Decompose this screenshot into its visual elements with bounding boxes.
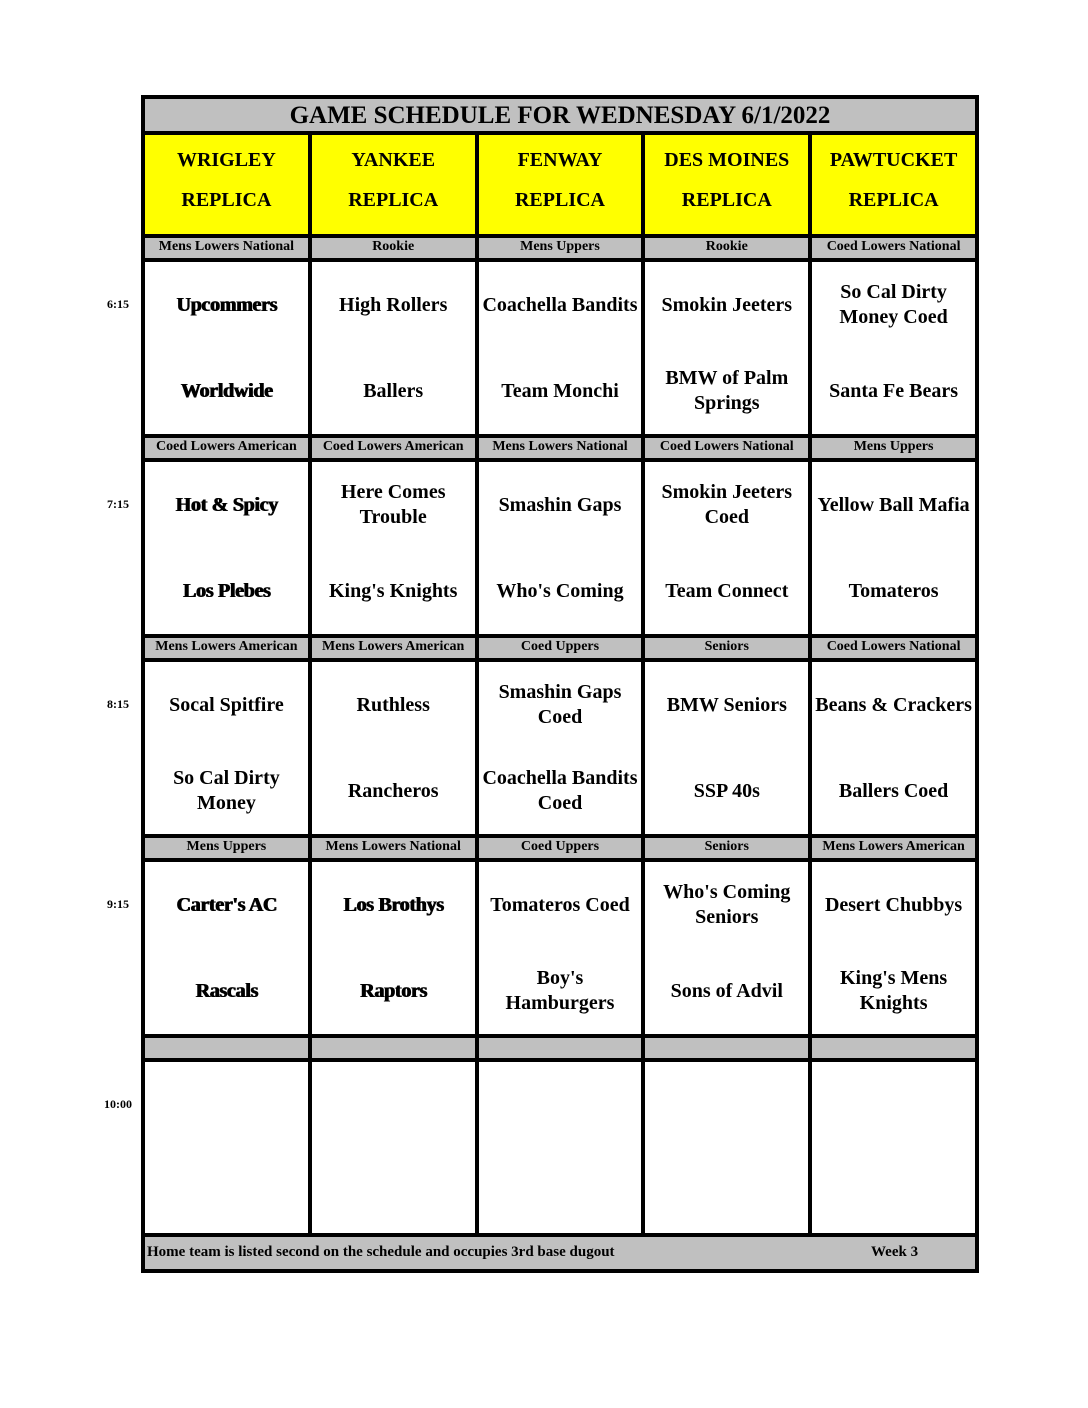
park-name: PAWTUCKET <box>829 149 958 171</box>
division-label <box>479 1038 646 1058</box>
home-team <box>312 1162 475 1220</box>
division-row <box>145 834 975 862</box>
home-team: Ballers <box>363 379 424 402</box>
home-team: Rancheros <box>347 779 439 802</box>
game-cell <box>479 862 646 1034</box>
game-cell <box>145 462 312 634</box>
away-team: Who's Coming Seniors <box>663 881 791 928</box>
game-cell <box>312 862 479 1034</box>
time-label-615: 6:15 <box>107 297 129 311</box>
division-label <box>812 1038 975 1058</box>
park-name: YANKEE <box>351 149 436 171</box>
division-label: Coed Lowers American <box>312 438 479 458</box>
time-label-915: 9:15 <box>107 897 129 911</box>
game-cell <box>812 462 975 634</box>
away-team: Carter's AC <box>176 893 277 916</box>
park-header-fenway <box>479 135 646 234</box>
away-team: Yellow Ball Mafia <box>817 493 970 516</box>
game-cell <box>812 262 975 434</box>
game-cell <box>145 262 312 434</box>
game-cell <box>812 662 975 834</box>
time-label-715: 7:15 <box>107 497 129 511</box>
home-team: Boy's Hamburgers <box>505 967 615 1014</box>
away-team: Smashin Gaps Coed <box>498 681 622 728</box>
away-team: Beans & Crackers <box>815 693 972 716</box>
park-sub: REPLICA <box>181 189 272 211</box>
game-cell <box>812 862 975 1034</box>
away-team <box>145 1076 308 1134</box>
home-team <box>812 1162 975 1220</box>
game-cell <box>812 1062 975 1234</box>
away-team: Los Brothys <box>343 893 444 916</box>
schedule-table <box>141 95 979 1273</box>
division-label: Coed Uppers <box>479 838 646 858</box>
game-slot-row <box>145 462 975 634</box>
division-label: Coed Uppers <box>479 638 646 658</box>
division-row <box>145 1034 975 1062</box>
park-header-des-moines <box>645 135 812 234</box>
division-label <box>312 1038 479 1058</box>
park-name: WRIGLEY <box>176 149 276 171</box>
home-team: Santa Fe Bears <box>829 379 959 402</box>
game-cell <box>645 262 812 434</box>
park-header-pawtucket <box>812 135 975 234</box>
home-team: Team Monchi <box>501 379 619 402</box>
page-title: GAME SCHEDULE FOR WEDNESDAY 6/1/2022 <box>145 99 975 135</box>
away-team: BMW Seniors <box>666 693 787 716</box>
division-label <box>145 1038 312 1058</box>
home-team: Team Connect <box>665 579 789 602</box>
game-cell <box>645 462 812 634</box>
division-label: Mens Uppers <box>145 838 312 858</box>
division-label: Mens Lowers American <box>145 638 312 658</box>
away-team: Smashin Gaps <box>498 493 622 516</box>
division-label: Rookie <box>645 238 812 258</box>
home-team: Worldwide <box>180 379 273 402</box>
division-label: Rookie <box>312 238 479 258</box>
game-slot-row <box>145 662 975 834</box>
game-slot-row <box>145 862 975 1034</box>
footer-bar <box>145 1233 975 1269</box>
away-team: Desert Chubbys <box>824 893 963 916</box>
game-cell <box>145 862 312 1034</box>
home-team: Ballers Coed <box>838 779 949 802</box>
home-team <box>645 1162 808 1220</box>
away-team: So Cal Dirty Money Coed <box>839 281 948 328</box>
home-team: BMW of Palm Springs <box>665 367 789 414</box>
park-header-yankee <box>312 135 479 234</box>
park-name: FENWAY <box>517 149 603 171</box>
division-label: Seniors <box>645 838 812 858</box>
game-cell <box>645 862 812 1034</box>
footer-note: Home team is listed second on the schedule and occupies 3rd base dugout <box>147 1244 615 1260</box>
game-cell <box>312 262 479 434</box>
home-team: Rascals <box>195 979 258 1002</box>
division-label: Mens Lowers American <box>312 638 479 658</box>
game-cell <box>645 1062 812 1234</box>
week-label: Week 3 <box>871 1244 919 1260</box>
away-team: Coachella Bandits <box>482 293 638 316</box>
game-slot-row <box>145 262 975 434</box>
home-team: Who's Coming <box>496 579 624 602</box>
division-label: Mens Lowers National <box>145 238 312 258</box>
game-cell <box>312 462 479 634</box>
division-label: Coed Lowers American <box>145 438 312 458</box>
away-team <box>812 1076 975 1134</box>
game-cell <box>145 662 312 834</box>
division-label: Coed Lowers National <box>812 638 975 658</box>
park-header-wrigley <box>145 135 312 234</box>
away-team: Smokin Jeeters <box>661 293 793 316</box>
division-label: Mens Lowers National <box>479 438 646 458</box>
away-team: Ruthless <box>356 693 430 716</box>
away-team <box>479 1076 642 1134</box>
home-team: King's Mens Knights <box>839 967 948 1014</box>
division-label: Coed Lowers National <box>812 238 975 258</box>
division-label: Seniors <box>645 638 812 658</box>
away-team: Here Comes Trouble <box>340 481 446 528</box>
home-team: Sons of Advil <box>670 979 783 1002</box>
park-header-row <box>145 135 975 234</box>
away-team: High Rollers <box>339 293 448 316</box>
park-sub: REPLICA <box>348 189 439 211</box>
game-cell <box>479 662 646 834</box>
home-team: Coachella Bandits Coed <box>482 767 638 814</box>
division-row <box>145 434 975 462</box>
game-cell <box>479 262 646 434</box>
home-team: Tomateros <box>848 579 939 602</box>
game-cell <box>145 1062 312 1234</box>
game-cell <box>312 662 479 834</box>
away-team: Smokin Jeeters Coed <box>661 481 793 528</box>
away-team: Upcommers <box>176 293 277 316</box>
time-label-1000: 10:00 <box>104 1097 132 1111</box>
away-team: Hot & Spicy <box>175 493 278 516</box>
division-label: Mens Uppers <box>479 238 646 258</box>
home-team: Los Plebes <box>182 579 271 602</box>
division-label: Coed Lowers National <box>645 438 812 458</box>
game-cell <box>479 1062 646 1234</box>
park-sub: REPLICA <box>681 189 772 211</box>
away-team: Socal Spitfire <box>169 693 284 716</box>
division-label: Mens Lowers American <box>812 838 975 858</box>
time-label-815: 8:15 <box>107 697 129 711</box>
park-sub: REPLICA <box>848 189 939 211</box>
park-name: DES MOINES <box>664 149 790 171</box>
away-team: Tomateros Coed <box>490 893 630 916</box>
division-label <box>645 1038 812 1058</box>
game-cell <box>479 462 646 634</box>
home-team: King's Knights <box>329 579 458 602</box>
game-cell <box>645 662 812 834</box>
home-team: So Cal Dirty Money <box>173 767 280 814</box>
home-team <box>479 1162 642 1220</box>
game-slot-row <box>145 1062 975 1234</box>
division-label: Mens Lowers National <box>312 838 479 858</box>
park-sub: REPLICA <box>514 189 605 211</box>
division-label: Mens Uppers <box>812 438 975 458</box>
home-team: Raptors <box>359 979 427 1002</box>
away-team <box>312 1076 475 1134</box>
home-team <box>145 1162 308 1220</box>
game-cell <box>312 1062 479 1234</box>
division-row <box>145 634 975 662</box>
home-team: SSP 40s <box>693 779 760 802</box>
away-team <box>645 1076 808 1134</box>
division-row <box>145 234 975 262</box>
